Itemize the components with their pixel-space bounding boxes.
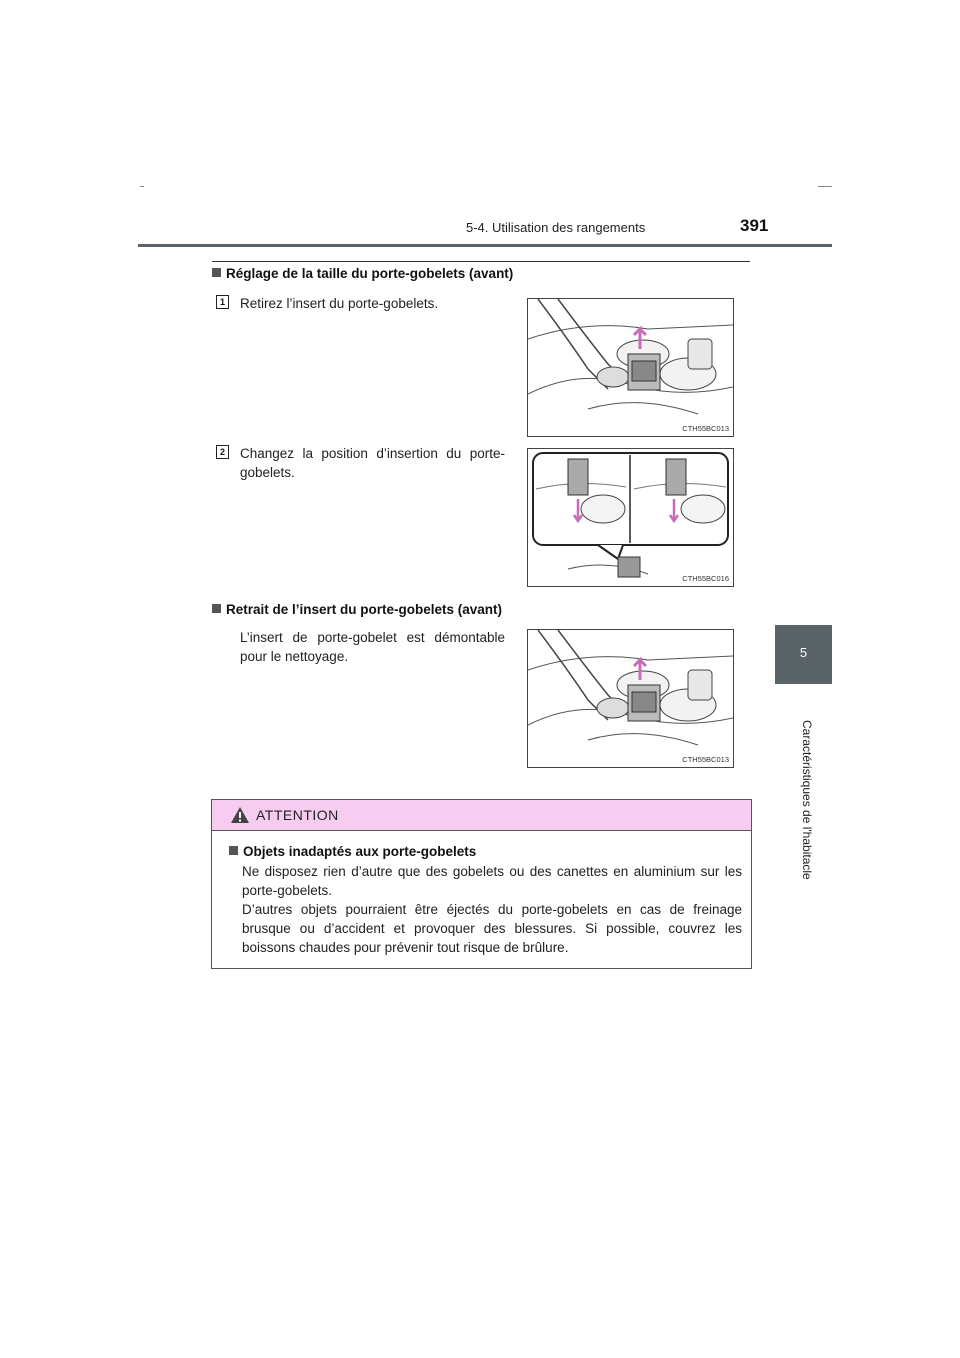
cup-holder-illustration: [528, 299, 733, 436]
crop-mark-right: [818, 186, 832, 187]
cup-holder-removal-illustration: [528, 630, 733, 767]
warning-paragraph-1: Ne disposez rien d’autre que des gobelets ou des canettes en aluminium sur les porte-gobelets.: [242, 864, 742, 898]
section-2-text: L’insert de porte-gobelet est démontable pour le nettoyage.: [240, 630, 505, 664]
crop-mark-left: [140, 186, 144, 187]
warning-subheading: [229, 844, 476, 859]
section-heading-text: Retrait de l’insert du porte-gobelets (avant): [226, 602, 503, 617]
step-1-text: Retirez l’insert du porte-gobelets.: [240, 296, 439, 311]
warning-box: [211, 799, 752, 969]
figure-code: CTH55BC016: [682, 574, 729, 583]
chapter-number: 5: [799, 645, 808, 660]
cup-holder-positions-illustration: [528, 449, 733, 586]
warning-subheading-text: Objets inadaptés aux porte-gobelets: [243, 844, 477, 859]
warning-header: [212, 800, 751, 831]
warning-text: [242, 862, 742, 957]
step-2-text: Changez la position d’insertion du porte-gobelets.: [240, 446, 505, 480]
section-rule: [212, 261, 750, 262]
figure-change-position: [527, 448, 734, 587]
section-heading-removal: [212, 602, 502, 617]
figure-code: CTH55BC013: [682, 424, 729, 433]
section-heading-size-adjust: [212, 266, 513, 281]
square-bullet-icon: [229, 846, 238, 855]
figure-code: CTH55BC013: [682, 755, 729, 764]
warning-triangle-icon: [230, 806, 250, 824]
warning-paragraph-2: D’autres objets pourraient être éjectés du porte-gobelets en cas de freinage brusque ou d’accident et provoquer des blessures. Si possible, couvrez les boissons chaudes pour prévenir tout risque de brûlure.: [242, 902, 742, 955]
chapter-label: Caractéristiques de l'habitacle: [800, 720, 814, 880]
header-section-title: 5-4. Utilisation des rangements: [466, 220, 646, 235]
section-heading-text: Réglage de la taille du porte-gobelets (avant): [226, 266, 514, 281]
header-rule: [138, 244, 832, 247]
step-badge-1: 1: [216, 295, 229, 309]
step-badge-2: 2: [216, 445, 229, 459]
page-number: 391: [740, 216, 769, 235]
warning-title: ATTENTION: [256, 807, 339, 823]
square-bullet-icon: [212, 604, 221, 613]
figure-removal: [527, 629, 734, 768]
figure-remove-insert: [527, 298, 734, 437]
square-bullet-icon: [212, 268, 221, 277]
